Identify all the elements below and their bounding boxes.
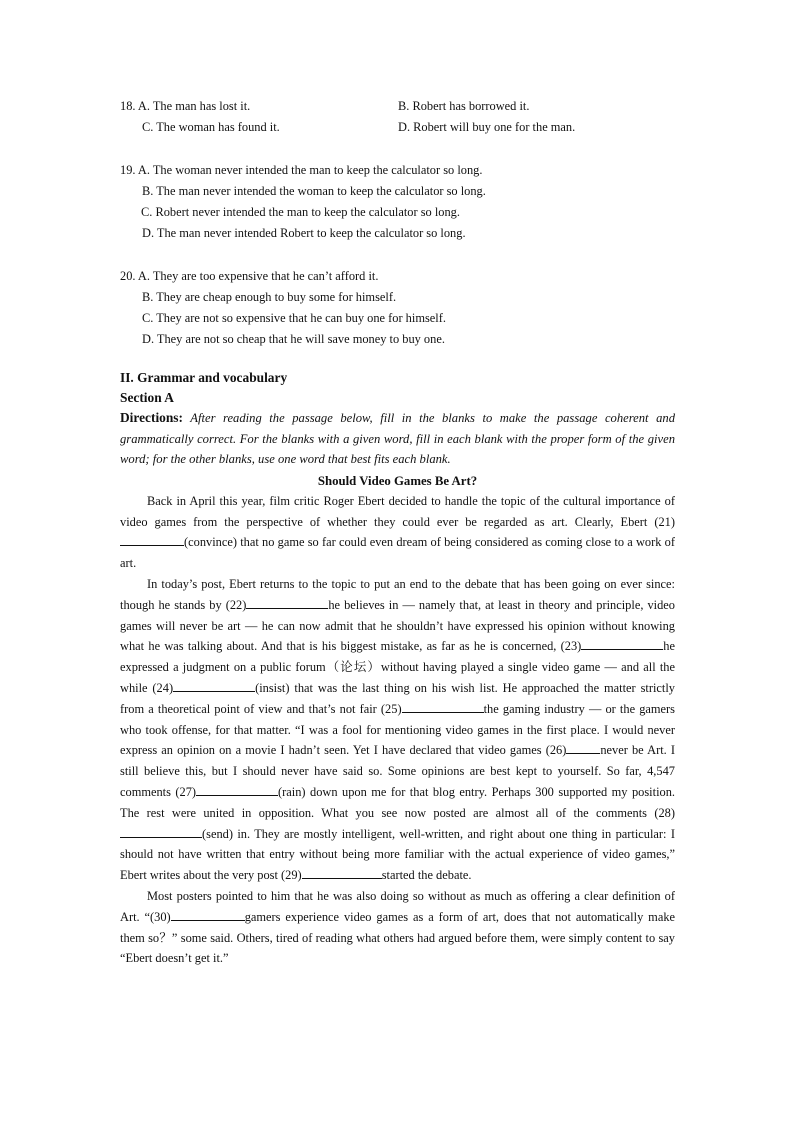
paragraph-3 — [120, 886, 675, 969]
blank-26[interactable] — [566, 741, 600, 754]
option-d: D. They are not so cheap that he will save money to buy one. — [142, 332, 445, 346]
question-18 — [120, 96, 675, 138]
question-20 — [120, 266, 675, 350]
text-run: In today’s post, Ebert returns to the topic to put an end to the debate that has been going on ever since: though he stands by (22) — [120, 576, 675, 612]
blank-23[interactable] — [581, 637, 663, 650]
blank-28[interactable] — [120, 825, 202, 838]
text-run: never be Art. I still believe this, but I should never have said so. Some opinions are best kept to yourself. So far, 4,547 comments (27) — [120, 743, 675, 799]
option-c: C. They are not so expensive that he can buy one for himself. — [142, 311, 446, 325]
option-a: A. The man has lost it. — [137, 99, 251, 113]
option-b: B. They are cheap enough to buy some for himself. — [142, 290, 397, 304]
option-c: C. Robert never intended the man to keep the calculator so long. — [141, 205, 460, 219]
blank-22[interactable] — [246, 596, 328, 609]
blank-30[interactable] — [171, 908, 245, 921]
blank-29[interactable] — [302, 866, 382, 879]
option-d: D. The man never intended Robert to keep the calculator so long. — [142, 226, 466, 240]
text-run: (send) in. They are mostly intelligent, well-written, and right about one thing in particular: I should not have written that entry without being more familiar with the actual experience of video games,” Ebert writes about the very post (29) — [120, 826, 675, 883]
option-a: A. They are too expensive that he can’t afford it. — [137, 269, 379, 283]
passage-title: Should Video Games Be Art? — [317, 473, 478, 488]
paragraph-1 — [120, 491, 675, 574]
text-run: started the debate. — [381, 868, 472, 883]
directions — [120, 408, 675, 470]
option-a: A. The woman never intended the man to keep the calculator so long. — [137, 163, 483, 177]
text-run: Back in April this year, film critic Roger Ebert decided to handle the topic of the cultural importance of video games from the perspective of whether they could ever be regarded as art. Clearly, Ebert (21) — [120, 493, 675, 529]
question-number: 19. — [120, 163, 136, 177]
section-heading: II. Grammar and vocabulary — [120, 370, 288, 385]
document-page — [120, 96, 675, 969]
text-run: the gaming industry — or the gamers who took offense, for that matter. “I was a fool for mentioning video games in the first place. I would never express an opinion on a movie I hadn’t seen. Yet I have declared that video games (26) — [120, 701, 675, 758]
text-run: Most posters pointed to him that he was also doing so without as much as offering a clear definition of Art. “(30) — [120, 888, 675, 924]
blank-25[interactable] — [402, 700, 484, 713]
blank-27[interactable] — [196, 783, 278, 796]
option-c: C. The woman has found it. — [142, 120, 280, 134]
question-19 — [120, 160, 675, 244]
paragraph-2 — [120, 574, 675, 886]
text-run: he believes in — namely that, at least in theory and principle, video games will never be art — he can now admit that he shouldn’t have expressed his opinion without knowing what he was talking about. And that is his biggest mistake, as far as he is concerned, (23) — [120, 597, 676, 654]
text-run: gamers experience video games as a form of art, does that not automatically make them so？” some said. Others, tired of reading what others had argued before them, were simply content to say “Ebert doesn’t get it.” — [120, 909, 676, 966]
question-number: 18. — [120, 99, 136, 113]
text-run: (insist) that was the last thing on his wish list. He approached the matter strictly from a theoretical point of view and that’s not fair (25) — [120, 680, 675, 716]
directions-label: Directions: — [120, 410, 183, 425]
directions-text: After reading the passage below, fill in the blanks to make the passage coherent and grammatically correct. For the blanks with a given word, fill in each blank with the proper form of the given word; for the other blanks, use one word that best fits each blank. — [120, 411, 675, 467]
question-number: 20. — [120, 269, 136, 283]
text-run: he expressed a judgment on a public forum（论坛）without having played a single video game — and all the while (24) — [120, 639, 675, 695]
text-run: (convince) that no game so far could even dream of being considered as coming close to a work of art. — [120, 535, 675, 571]
section-subheading: Section A — [120, 390, 174, 405]
option-d: D. Robert will buy one for the man. — [398, 120, 576, 134]
blank-24[interactable] — [173, 679, 255, 692]
text-run: (rain) down upon me for that blog entry. Perhaps 300 supported my position. The rest were united in opposition. What you see now posted are almost all of the comments (28) — [120, 784, 675, 820]
option-b: B. Robert has borrowed it. — [398, 99, 530, 113]
option-b: B. The man never intended the woman to keep the calculator so long. — [142, 184, 486, 198]
blank-21[interactable] — [120, 533, 184, 546]
